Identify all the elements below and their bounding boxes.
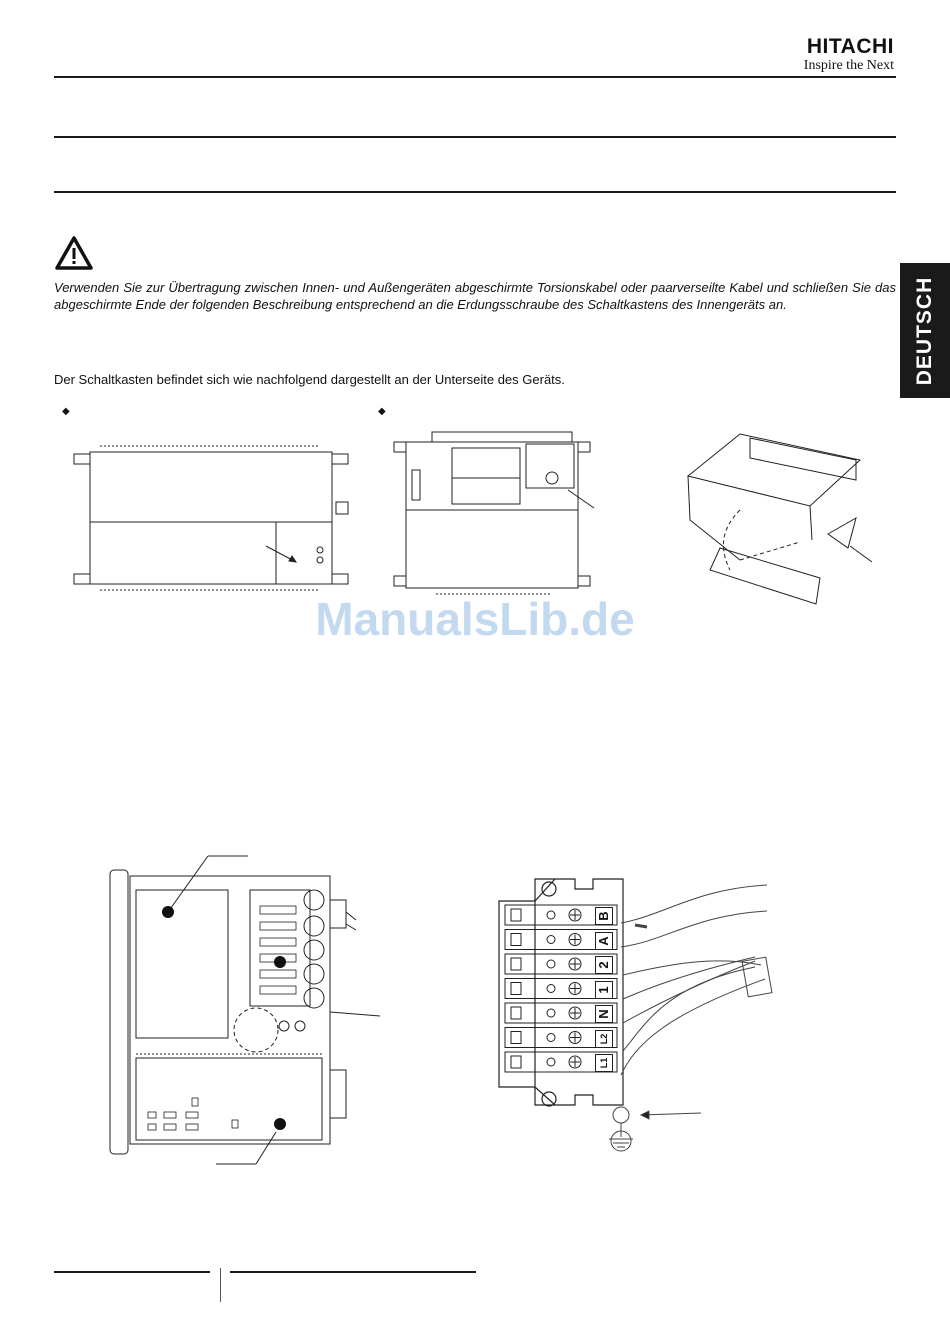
language-tab xyxy=(900,263,950,398)
brand-tagline: Inspire the Next xyxy=(803,58,894,73)
terminal-label-1: 1 xyxy=(595,981,613,999)
section-rule-1 xyxy=(54,136,896,138)
unit-3d-view-diagram xyxy=(680,430,880,610)
unit-side-view-diagram xyxy=(392,430,612,602)
terminal-label-n: N xyxy=(595,1005,613,1023)
electrical-box-diagram xyxy=(100,850,390,1180)
terminal-label-l2: L2 xyxy=(595,1030,613,1048)
terminal-label-l1: L1 xyxy=(595,1054,613,1072)
bullet-marker-2: ◆ xyxy=(378,406,386,417)
footer-rule-left xyxy=(54,1271,210,1273)
warning-text: Verwenden Sie zur Übertragung zwischen Innen- und Außengeräten abgeschirmte Torsionskabel oder paarverseilte Kabel und schließen Sie das abgeschirmte Ende der folgenden Beschreibung entsprechend an die Erdungsschraube des Schaltkastens des Innengeräts an. xyxy=(54,280,896,312)
terminal-label-2: 2 xyxy=(595,956,613,974)
language-tab-label: DEUTSCH xyxy=(913,276,936,385)
section-rule-2 xyxy=(54,191,896,193)
footer-divider xyxy=(220,1268,221,1302)
terminal-board-wiring-diagram xyxy=(495,875,785,1165)
footer-rule-right xyxy=(230,1271,476,1273)
brand-logo xyxy=(804,36,894,74)
warning-triangle-icon xyxy=(54,235,94,271)
header-rule xyxy=(54,76,896,78)
watermark: ManualsLib.de xyxy=(315,593,635,645)
body-paragraph: Der Schaltkasten befindet sich wie nachfolgend dargestellt an der Unterseite des Geräts. xyxy=(54,372,565,387)
unit-bottom-view-diagram xyxy=(70,440,360,600)
terminal-label-b: B xyxy=(595,907,613,925)
terminal-label-a: A xyxy=(595,932,613,950)
brand-name: HITACHI xyxy=(806,35,894,58)
bullet-marker-1: ◆ xyxy=(62,406,70,417)
